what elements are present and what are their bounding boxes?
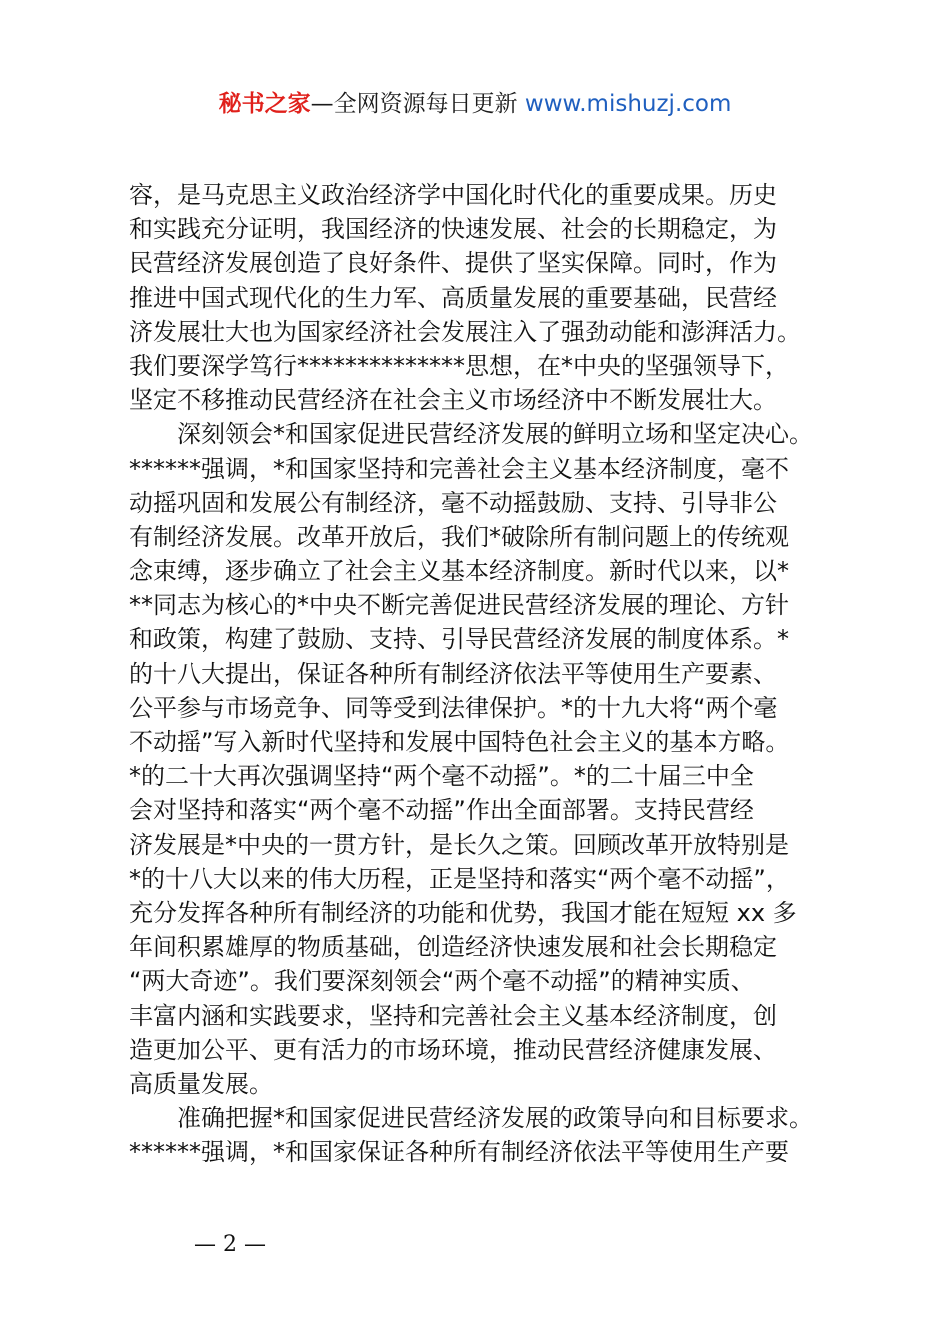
text-line: *的十八大以来的伟大历程，正是坚持和落实“两个毫不动摇”， xyxy=(129,864,790,893)
text-line: 济发展是*中央的一贯方针，是长久之策。回顾改革开放特别是 xyxy=(129,830,789,859)
text-line: 高质量发展。 xyxy=(129,1069,273,1098)
text-line: 我们要深学笃行**************思想，在*中央的坚强领导下， xyxy=(129,351,789,380)
text-line: 容，是马克思主义政治经济学中国化时代化的重要成果。历史 xyxy=(129,181,777,209)
text-line: 和实践充分证明，我国经济的快速发展、社会的长期稳定，为 xyxy=(129,215,777,244)
paragraph-heading-line: 深刻领会*和国家促进民营经济发展的鲜明立场和坚定决心。 xyxy=(177,420,813,449)
text-line: ******强调，*和国家坚持和完善社会主义基本经济制度，毫不 xyxy=(129,454,789,483)
body-text xyxy=(129,178,841,1169)
text-line: 不动摇”写入新时代坚持和发展中国特色社会主义的基本方略。 xyxy=(129,728,790,756)
text-line: ******强调，*和国家保证各种所有制经济依法平等使用生产要 xyxy=(129,1138,789,1167)
text-line: 公平参与市场竞争、同等受到法律保护。*的十九大将“两个毫 xyxy=(129,693,778,722)
text-line: 丰富内涵和实践要求，坚持和完善社会主义基本经济制度，创 xyxy=(129,1001,777,1030)
page-header xyxy=(0,86,950,122)
text-line: *的二十大再次强调坚持“两个毫不动摇”。*的二十届三中全 xyxy=(129,762,754,791)
text-line: 会对坚持和落实“两个毫不动摇”作出全面部署。支持民营经 xyxy=(129,796,754,825)
text-line: 有制经济发展。改革开放后，我们*破除所有制问题上的传统观 xyxy=(129,522,789,551)
text-line: 念束缚，逐步确立了社会主义基本经济制度。新时代以来，以* xyxy=(129,557,789,586)
text-line: **同志为核心的*中央不断完善促进民营经济发展的理论、方针 xyxy=(129,591,789,620)
text-line: 造更加公平、更有活力的市场环境，推动民营经济健康发展、 xyxy=(129,1035,777,1064)
text-line: 年间积累雄厚的物质基础，创造经济快速发展和社会长期稳定 xyxy=(129,933,777,962)
text-line: 坚定不移推动民营经济在社会主义市场经济中不断发展壮大。 xyxy=(129,386,777,415)
text-line: 济发展壮大也为国家经济社会发展注入了强劲动能和澎湃活力。 xyxy=(129,317,801,346)
text-line: 充分发挥各种所有制经济的功能和优势，我国才能在短短 xx 多 xyxy=(129,898,797,927)
text-line: 民营经济发展创造了良好条件、提供了坚实保障。同时，作为 xyxy=(129,249,777,278)
page-number: — 2 — xyxy=(194,1232,266,1257)
text-line: 和政策，构建了鼓励、支持、引导民营经济发展的制度体系。* xyxy=(129,625,789,654)
header-brand: 秘书之家 xyxy=(218,91,311,117)
header-url[interactable]: www.mishuzj.com xyxy=(524,91,732,117)
paragraph-heading-line: 准确把握*和国家促进民营经济发展的政策导向和目标要求。 xyxy=(177,1104,813,1133)
text-line: 动摇巩固和发展公有制经济，毫不动摇鼓励、支持、引导非公 xyxy=(129,488,777,517)
text-line: “两大奇迹”。我们要深刻领会“两个毫不动摇”的精神实质、 xyxy=(129,967,755,996)
text-line: 的十八大提出，保证各种所有制经济依法平等使用生产要素、 xyxy=(129,659,777,688)
text-line: 推进中国式现代化的生力军、高质量发展的重要基础，民营经 xyxy=(129,283,777,312)
header-tagline: —全网资源每日更新 xyxy=(310,91,525,117)
